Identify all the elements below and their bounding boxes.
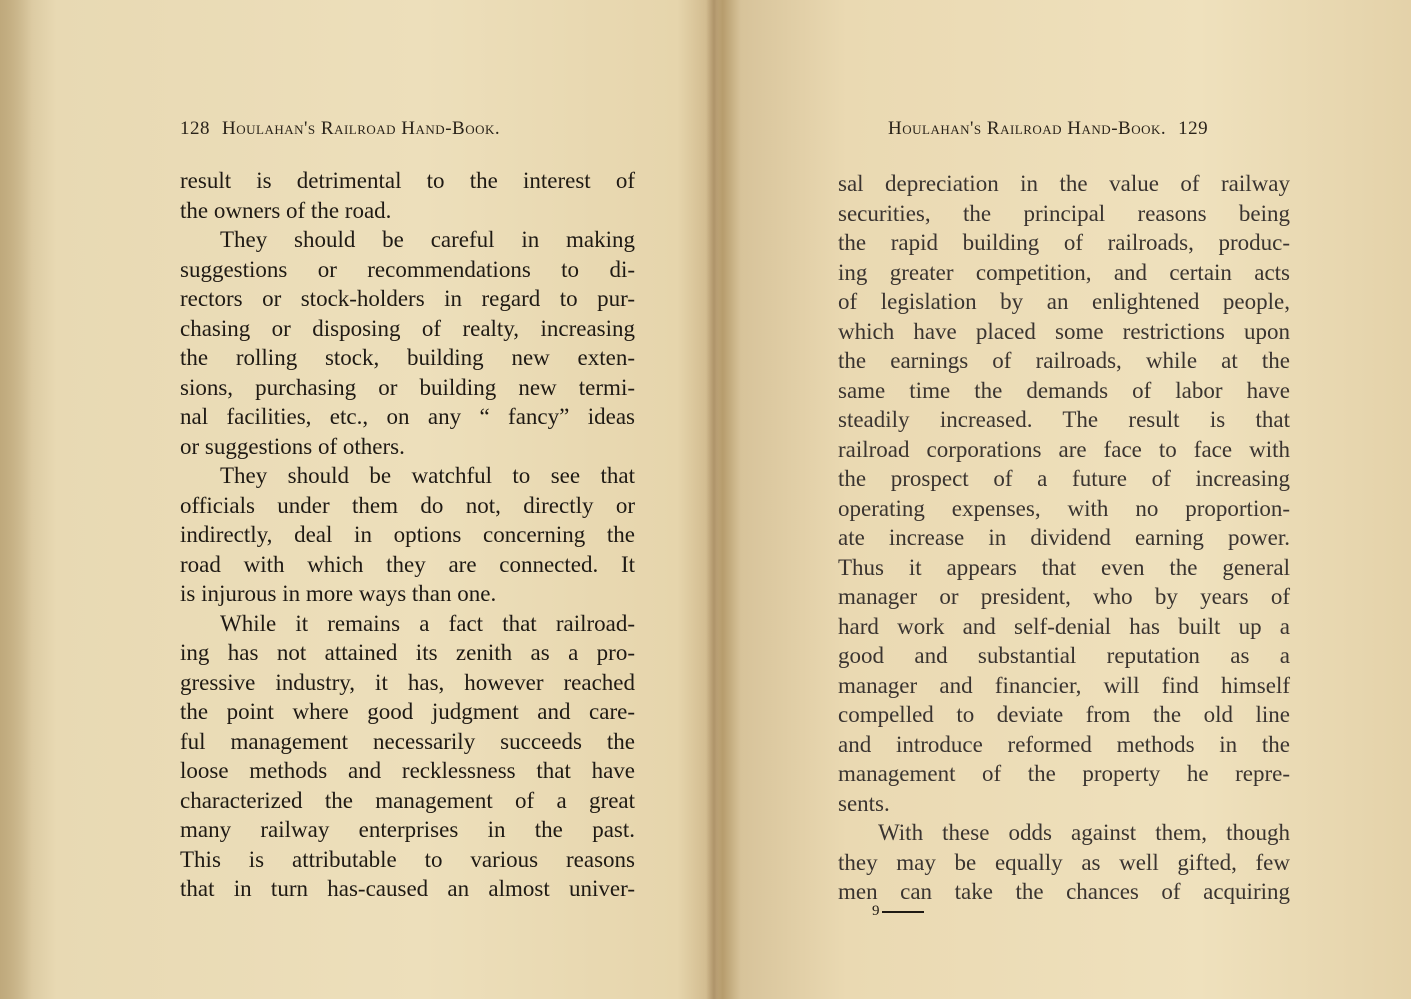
text-line: suggestions or recommendations to di- — [180, 256, 635, 282]
text-line: is injurous in more ways than one. — [180, 581, 497, 606]
text-line: gressive industry, it has, however reached — [180, 669, 635, 695]
right-page-body — [838, 169, 1290, 907]
text-line: loose methods and recklessness that have — [180, 758, 635, 783]
signature-mark — [872, 903, 924, 920]
text-line: With these odds against them, though — [878, 820, 1290, 845]
text-line: men can take the chances of acquiring — [838, 879, 1290, 904]
text-line: rectors or stock-holders in regard to pur- — [180, 286, 635, 311]
left-page-number: 128 — [180, 118, 210, 139]
text-line: the owners of the road. — [180, 197, 392, 223]
text-line: ing has not attained its zenith as a pro- — [180, 640, 635, 665]
signature-number: 9 — [872, 903, 880, 919]
text-line: Thus it appears that even the general — [838, 554, 1290, 580]
text-line: of legislation by an enlightened people, — [838, 289, 1290, 314]
text-line: management of the property he repre- — [838, 761, 1290, 786]
text-line: and introduce reformed methods in the — [838, 731, 1290, 757]
text-line: which have placed some restrictions upon — [838, 318, 1290, 344]
right-page-number: 129 — [1178, 118, 1209, 139]
right-running-head — [888, 118, 1208, 140]
text-line: same time the demands of labor have — [838, 377, 1290, 403]
text-line: the prospect of a future of increasing — [838, 466, 1290, 491]
text-line: the earnings of railroads, while at the — [838, 348, 1290, 373]
text-line: they may be equally as well gifted, few — [838, 849, 1290, 875]
text-line: manager or president, who by years of — [838, 584, 1290, 609]
text-line: ful management necessarily succeeds the — [180, 728, 635, 754]
text-line: good and substantial reputation as a — [838, 643, 1290, 668]
text-line: They should be watchful to see that — [220, 463, 635, 488]
text-line: road with which they are connected. It — [180, 551, 635, 577]
text-line: ing greater competition, and certain acts — [838, 259, 1290, 285]
text-line: manager and financier, will find himself — [838, 672, 1290, 698]
left-page-body — [180, 166, 635, 904]
text-line: result is detrimental to the interest of — [180, 168, 635, 193]
text-line: nal facilities, etc., on any “ fancy” ideas — [180, 404, 635, 429]
text-line: railroad corporations are face to face with — [838, 436, 1290, 462]
text-line: operating expenses, with no proportion- — [838, 495, 1290, 521]
text-line: securities, the principal reasons being — [838, 200, 1290, 226]
text-line: sal depreciation in the value of railway — [838, 171, 1290, 196]
left-running-title: Houlahan's Railroad Hand-Book. — [222, 118, 501, 139]
text-line: that in turn has-caused an almost univer- — [180, 876, 635, 901]
text-line: or suggestions of others. — [180, 433, 405, 459]
text-line: sents. — [838, 790, 890, 816]
signature-rule — [882, 911, 924, 913]
text-line: the rapid building of railroads, produc- — [838, 230, 1290, 255]
left-running-head — [180, 118, 500, 140]
right-page — [718, 0, 1411, 999]
text-line: hard work and self-denial has built up a — [838, 613, 1290, 639]
text-line: indirectly, deal in options concerning the — [180, 522, 635, 547]
text-line: They should be careful in making — [220, 227, 635, 252]
text-line: ate increase in dividend earning power. — [838, 525, 1290, 550]
text-line: many railway enterprises in the past. — [180, 817, 635, 842]
right-running-title: Houlahan's Railroad Hand-Book. — [888, 118, 1167, 139]
text-line: This is attributable to various reasons — [180, 846, 635, 872]
text-line: officials under them do not, directly or — [180, 492, 635, 518]
text-line: characterized the management of a great — [180, 787, 635, 813]
text-line: compelled to deviate from the old line — [838, 702, 1290, 727]
text-line: While it remains a fact that railroad- — [220, 610, 635, 636]
text-line: the rolling stock, building new exten- — [180, 345, 635, 370]
text-line: sions, purchasing or building new termi- — [180, 374, 635, 400]
text-line: chasing or disposing of realty, increasing — [180, 315, 635, 341]
text-line: steadily increased. The result is that — [838, 407, 1290, 432]
text-line: the point where good judgment and care- — [180, 699, 635, 724]
